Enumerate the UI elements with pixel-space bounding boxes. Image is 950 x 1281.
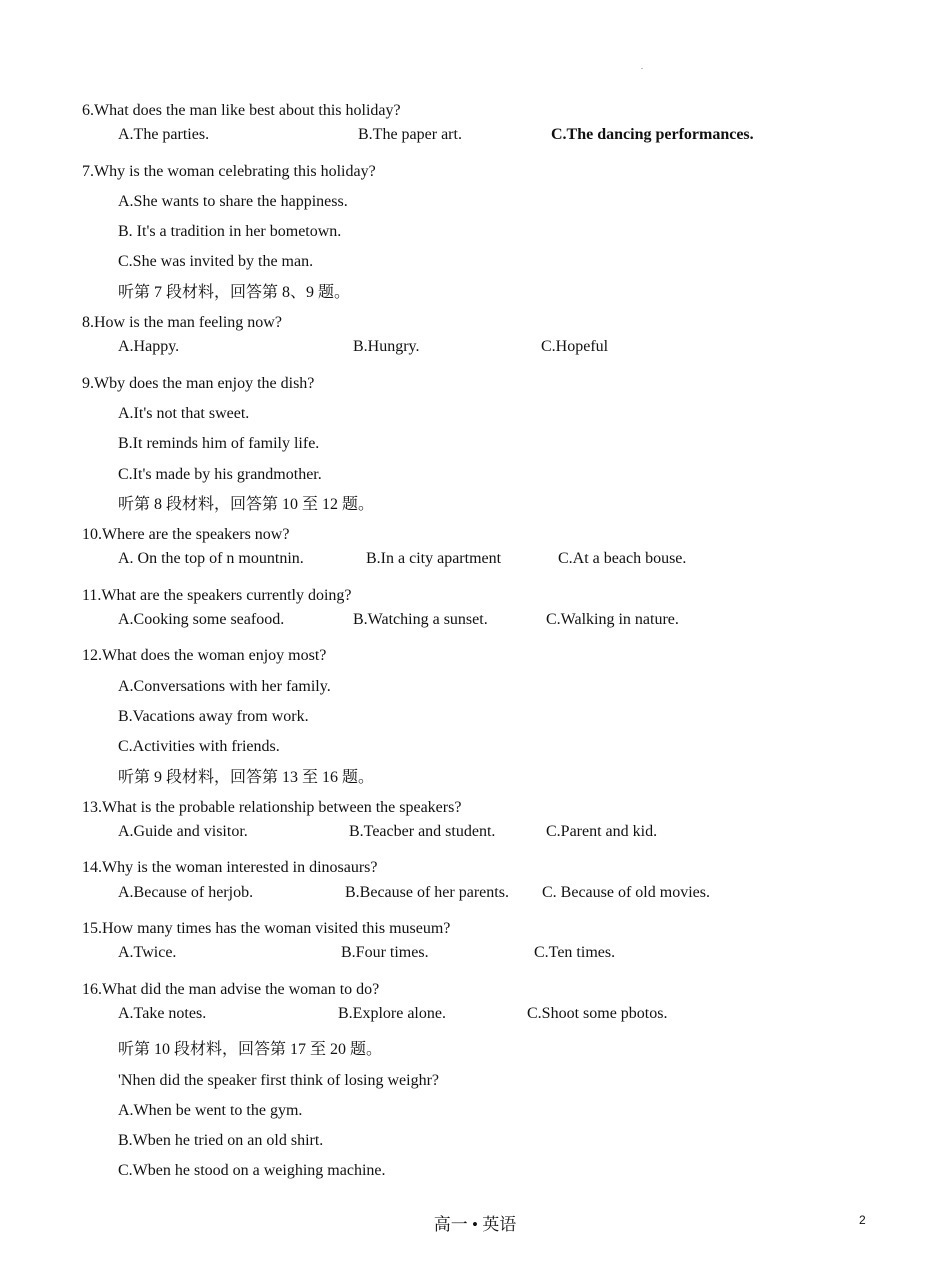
page-number: 2	[859, 1213, 866, 1227]
option-b: B. It's a tradition in her bometown.	[118, 223, 342, 241]
option-a: A.Conversations with her family.	[118, 677, 331, 695]
option-a: A.She wants to share the happiness.	[118, 192, 348, 210]
question-7: 7.Why is the woman celebrating this holiday?	[82, 162, 376, 180]
option-b: B.The paper art.	[358, 126, 462, 144]
section-instruction: 听第 8 段材料，回答第 10 至 12 题。	[118, 495, 375, 513]
option-c: C.Hopeful	[541, 338, 609, 356]
option-a: A.Twice.	[118, 944, 177, 962]
option-c: C.Shoot some pbotos.	[527, 1004, 668, 1022]
option-b: B.Four times.	[341, 944, 429, 962]
option-b: B.Explore alone.	[338, 1004, 446, 1022]
option-b: B.Watching a sunset.	[353, 611, 488, 629]
option-c: C. Because of old movies.	[542, 883, 710, 901]
question-13-options	[82, 823, 882, 853]
option-a: A.It's not that sweet.	[118, 404, 250, 422]
question-15-options	[82, 944, 882, 974]
option-c: C.Parent and kid.	[546, 823, 658, 841]
question-13: 13.What is the probable relationship between the speakers?	[82, 798, 462, 816]
option-a: A.Take notes.	[118, 1004, 207, 1022]
option-c: C.Wben he stood on a weighing machine.	[118, 1162, 386, 1180]
section-instruction: 听第 10 段材料，回答第 17 至 20 题。	[118, 1041, 383, 1059]
option-b: B.It reminds him of family life.	[118, 435, 320, 453]
option-c: C.It's made by his grandmother.	[118, 465, 322, 483]
option-b: B.Hungry.	[353, 338, 420, 356]
question-14-options	[82, 884, 882, 914]
option-a: A.Because of herjob.	[118, 883, 254, 901]
option-c: C.Walking in nature.	[546, 611, 679, 629]
option-c: C.At a beach bouse.	[558, 550, 687, 568]
option-b: B.Because of her parents.	[345, 883, 509, 901]
option-c: C.She was invited by the man.	[118, 253, 314, 271]
question-14: 14.Why is the woman interested in dinosaurs?	[82, 859, 378, 877]
question-list	[82, 96, 882, 1187]
question-17: 'Nhen did the speaker first think of losing weighr?	[118, 1071, 440, 1089]
question-11: 11.What are the speakers currently doing?	[82, 586, 352, 604]
question-8-options	[82, 338, 882, 368]
section-instruction: 听第 7 段材料，回答第 8、9 题。	[118, 283, 351, 301]
header-mark: .	[641, 62, 643, 71]
option-a: A.Cooking some seafood.	[118, 611, 285, 629]
section-instruction: 听第 9 段材料，回答第 13 至 16 题。	[118, 768, 375, 786]
question-6: 6.What does the man like best about this holiday?	[82, 102, 401, 119]
option-c: C.Ten times.	[534, 944, 616, 962]
option-b: B.Teacber and student.	[349, 823, 496, 841]
option-c: C.Activities with friends.	[118, 738, 280, 756]
question-16-options	[82, 1005, 882, 1035]
question-16: 16.What did the man advise the woman to do?	[82, 980, 380, 998]
question-12: 12.What does the woman enjoy most?	[82, 647, 327, 665]
option-a: A.Guide and visitor.	[118, 823, 248, 841]
option-a: A.When be went to the gym.	[118, 1101, 303, 1119]
option-b: B.Vacations away from work.	[118, 707, 309, 725]
option-a: A. On the top of n mountnin.	[118, 550, 304, 568]
question-9: 9.Wby does the man enjoy the dish?	[82, 374, 315, 392]
option-b: B.Wben he tried on an old shirt.	[118, 1132, 324, 1150]
question-10-options	[82, 550, 882, 580]
question-6-options	[82, 126, 882, 156]
option-a: A.The parties.	[118, 126, 210, 144]
question-11-options	[82, 611, 882, 641]
question-8: 8.How is the man feeling now?	[82, 314, 282, 332]
question-15: 15.How many times has the woman visited this museum?	[82, 920, 451, 938]
option-b: B.In a city apartment	[366, 550, 502, 568]
question-10: 10.Where are the speakers now?	[82, 526, 290, 544]
footer-subject: 高一 • 英语	[433, 1215, 517, 1234]
option-a: A.Happy.	[118, 338, 180, 356]
option-c: C.The dancing performances.	[551, 126, 754, 144]
